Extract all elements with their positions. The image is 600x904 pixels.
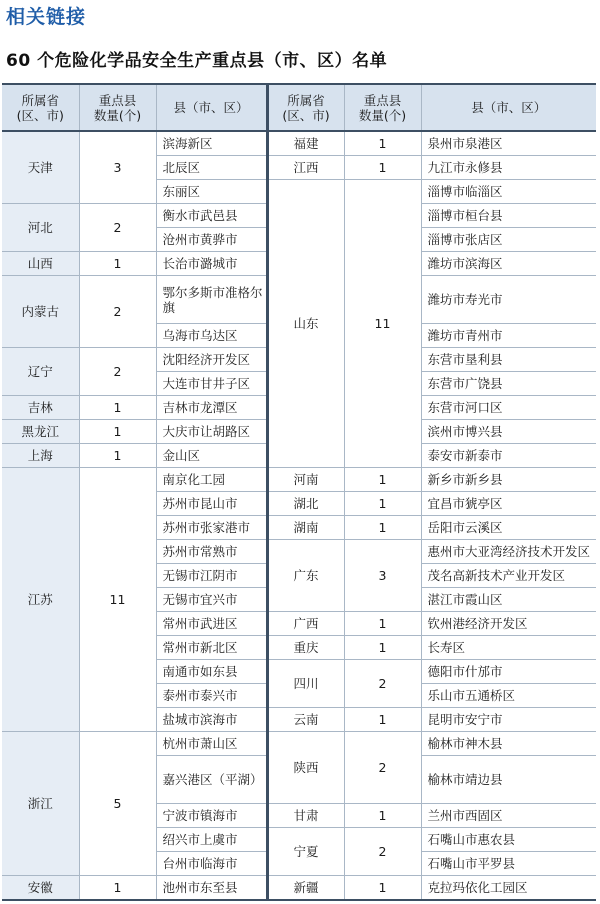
county-cell: 长治市潞城市: [156, 252, 267, 276]
count-cell: 2: [344, 732, 421, 804]
county-cell: 苏州市昆山市: [156, 492, 267, 516]
county-cell: 淄博市张店区: [421, 228, 596, 252]
header-count: 重点县 数量(个): [344, 84, 421, 131]
table-row: [2, 876, 596, 901]
count-cell: 1: [344, 708, 421, 732]
county-cell: 德阳市什邡市: [421, 660, 596, 684]
count-cell: 1: [344, 131, 421, 156]
county-cell: 滨州市博兴县: [421, 420, 596, 444]
county-cell: 宁波市镇海市: [156, 804, 267, 828]
county-cell: 克拉玛依化工园区: [421, 876, 596, 901]
county-cell: 绍兴市上虞市: [156, 828, 267, 852]
county-cell: 泰州市泰兴市: [156, 684, 267, 708]
county-cell: 东营市河口区: [421, 396, 596, 420]
county-cell: 池州市东至县: [156, 876, 267, 901]
province-cell: 山西: [2, 252, 79, 276]
province-cell: 江苏: [2, 468, 79, 732]
county-cell: 金山区: [156, 444, 267, 468]
count-cell: 1: [79, 444, 156, 468]
county-cell: 湛江市霞山区: [421, 588, 596, 612]
county-cell: 沈阳经济开发区: [156, 348, 267, 372]
header-county: 县（市、区）: [421, 84, 596, 131]
province-cell: 湖南: [267, 516, 344, 540]
province-cell: 福建: [267, 131, 344, 156]
count-cell: 1: [344, 156, 421, 180]
count-cell: 2: [79, 204, 156, 252]
table-header-row: [2, 84, 596, 131]
county-cell: 惠州市大亚湾经济技术开发区: [421, 540, 596, 564]
count-cell: 1: [79, 876, 156, 901]
county-cell: 吉林市龙潭区: [156, 396, 267, 420]
province-cell: 安徽: [2, 876, 79, 901]
count-cell: 2: [344, 828, 421, 876]
province-cell: 陕西: [267, 732, 344, 804]
count-cell: 2: [344, 660, 421, 708]
county-cell: 石嘴山市惠农县: [421, 828, 596, 852]
count-cell: 3: [79, 131, 156, 204]
province-cell: 河南: [267, 468, 344, 492]
county-cell: 无锡市宜兴市: [156, 588, 267, 612]
county-cell: 南通市如东县: [156, 660, 267, 684]
county-cell: 岳阳市云溪区: [421, 516, 596, 540]
count-cell: 11: [344, 180, 421, 468]
county-cell: 榆林市神木县: [421, 732, 596, 756]
count-cell: 3: [344, 540, 421, 612]
county-cell: 苏州市张家港市: [156, 516, 267, 540]
count-cell: 11: [79, 468, 156, 732]
county-cell: 无锡市江阴市: [156, 564, 267, 588]
county-cell: 常州市新北区: [156, 636, 267, 660]
header-county: 县（市、区）: [156, 84, 267, 131]
count-cell: 1: [344, 804, 421, 828]
county-cell: 嘉兴港区（平湖）: [156, 756, 267, 804]
county-cell: 滨海新区: [156, 131, 267, 156]
count-cell: 5: [79, 732, 156, 876]
county-list-table-wrapper: [2, 83, 596, 901]
count-cell: 1: [79, 396, 156, 420]
county-cell: 兰州市西固区: [421, 804, 596, 828]
province-cell: 吉林: [2, 396, 79, 420]
province-cell: 重庆: [267, 636, 344, 660]
table-row: [2, 468, 596, 492]
header-province: 所属省 (区、市): [2, 84, 79, 131]
county-cell: 淄博市临淄区: [421, 180, 596, 204]
county-cell: 钦州港经济开发区: [421, 612, 596, 636]
county-cell: 衡水市武邑县: [156, 204, 267, 228]
county-cell: 北辰区: [156, 156, 267, 180]
county-cell: 乌海市乌达区: [156, 324, 267, 348]
province-cell: 广东: [267, 540, 344, 612]
county-cell: 东丽区: [156, 180, 267, 204]
province-cell: 新疆: [267, 876, 344, 901]
county-cell: 盐城市滨海市: [156, 708, 267, 732]
province-cell: 辽宁: [2, 348, 79, 396]
count-cell: 2: [79, 276, 156, 348]
county-cell: 潍坊市寿光市: [421, 276, 596, 324]
province-cell: 山东: [267, 180, 344, 468]
county-cell: 大庆市让胡路区: [156, 420, 267, 444]
count-cell: 1: [79, 252, 156, 276]
province-cell: 天津: [2, 131, 79, 204]
province-cell: 内蒙古: [2, 276, 79, 348]
county-cell: 潍坊市青州市: [421, 324, 596, 348]
county-cell: 大连市甘井子区: [156, 372, 267, 396]
county-cell: 沧州市黄骅市: [156, 228, 267, 252]
count-cell: 1: [344, 492, 421, 516]
header-count: 重点县 数量(个): [79, 84, 156, 131]
province-cell: 湖北: [267, 492, 344, 516]
province-cell: 黑龙江: [2, 420, 79, 444]
county-cell: 新乡市新乡县: [421, 468, 596, 492]
county-cell: 杭州市萧山区: [156, 732, 267, 756]
province-cell: 浙江: [2, 732, 79, 876]
county-cell: 昆明市安宁市: [421, 708, 596, 732]
province-cell: 河北: [2, 204, 79, 252]
county-cell: 苏州市常熟市: [156, 540, 267, 564]
county-cell: 东营市广饶县: [421, 372, 596, 396]
county-cell: 茂名高新技术产业开发区: [421, 564, 596, 588]
document-title: 60 个危险化学品安全生产重点县（市、区）名单: [6, 51, 388, 71]
county-cell: 淄博市桓台县: [421, 204, 596, 228]
province-cell: 云南: [267, 708, 344, 732]
province-cell: 上海: [2, 444, 79, 468]
county-cell: 乐山市五通桥区: [421, 684, 596, 708]
table-row: [2, 131, 596, 156]
count-cell: 2: [79, 348, 156, 396]
table-body: [2, 131, 596, 900]
section-title: 相关链接: [6, 6, 87, 28]
county-cell: 泰安市新泰市: [421, 444, 596, 468]
province-cell: 江西: [267, 156, 344, 180]
count-cell: 1: [344, 468, 421, 492]
county-cell: 常州市武进区: [156, 612, 267, 636]
county-cell: 台州市临海市: [156, 852, 267, 876]
county-cell: 九江市永修县: [421, 156, 596, 180]
count-cell: 1: [344, 636, 421, 660]
county-list-table: [2, 83, 596, 901]
county-cell: 石嘴山市平罗县: [421, 852, 596, 876]
count-cell: 1: [79, 420, 156, 444]
header-province: 所属省 (区、市): [267, 84, 344, 131]
province-cell: 四川: [267, 660, 344, 708]
province-cell: 甘肃: [267, 804, 344, 828]
table-row: [2, 732, 596, 756]
county-cell: 榆林市靖边县: [421, 756, 596, 804]
county-cell: 东营市垦利县: [421, 348, 596, 372]
province-cell: 广西: [267, 612, 344, 636]
county-cell: 潍坊市滨海区: [421, 252, 596, 276]
province-cell: 宁夏: [267, 828, 344, 876]
county-cell: 宜昌市猇亭区: [421, 492, 596, 516]
county-cell: 南京化工园: [156, 468, 267, 492]
county-cell: 鄂尔多斯市准格尔旗: [156, 276, 267, 324]
count-cell: 1: [344, 516, 421, 540]
county-cell: 泉州市泉港区: [421, 131, 596, 156]
county-cell: 长寿区: [421, 636, 596, 660]
count-cell: 1: [344, 612, 421, 636]
count-cell: 1: [344, 876, 421, 901]
